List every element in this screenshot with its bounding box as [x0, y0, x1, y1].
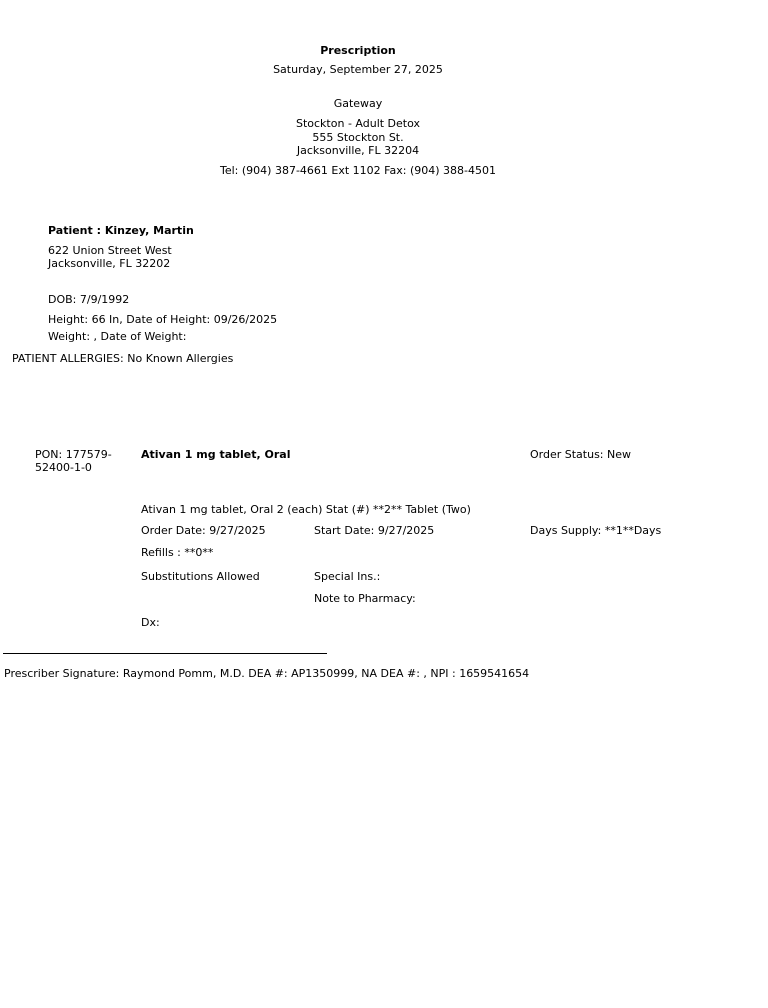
- patient-dob: DOB: 7/9/1992: [48, 293, 130, 306]
- patient-name: Patient : Kinzey, Martin: [48, 224, 194, 237]
- diagnosis: Dx:: [141, 616, 160, 629]
- facility-contact: Tel: (904) 387-4661 Ext 1102 Fax: (904) 388-4501: [220, 164, 496, 177]
- days-supply: Days Supply: **1**Days: [530, 524, 662, 537]
- order-date: Order Date: 9/27/2025: [141, 524, 266, 537]
- drug-name: Ativan 1 mg tablet, Oral: [141, 448, 291, 461]
- special-instructions: Special Ins.:: [314, 570, 381, 583]
- refills: Refills : **0**: [141, 546, 214, 559]
- signature-line: [3, 653, 327, 654]
- prescription-date: Saturday, September 27, 2025: [273, 63, 443, 76]
- order-status: Order Status: New: [530, 448, 632, 461]
- facility-name: Stockton - Adult Detox: [295, 117, 421, 130]
- pon-line1: PON: 177579-: [35, 448, 112, 461]
- patient-weight: Weight: , Date of Weight:: [48, 330, 187, 343]
- facility-address-line1: 555 Stockton St.: [312, 131, 404, 144]
- patient-allergies: PATIENT ALLERGIES: No Known Allergies: [12, 352, 234, 365]
- start-date: Start Date: 9/27/2025: [314, 524, 435, 537]
- patient-height: Height: 66 In, Date of Height: 09/26/2025: [48, 313, 278, 326]
- page-title: Prescription: [320, 44, 396, 57]
- facility-address-line2: Jacksonville, FL 32204: [296, 144, 420, 157]
- pon-line2: 52400-1-0: [35, 461, 92, 474]
- facility-group: Gateway: [333, 97, 383, 110]
- substitutions: Substitutions Allowed: [141, 570, 260, 583]
- prescriber-signature: Prescriber Signature: Raymond Pomm, M.D. DEA #: AP1350999, NA DEA #: , NPI : 1659541654: [4, 667, 530, 680]
- note-to-pharmacy: Note to Pharmacy:: [314, 592, 416, 605]
- order-sig: Ativan 1 mg tablet, Oral 2 (each) Stat (#) **2** Tablet (Two): [141, 503, 471, 516]
- patient-address-line2: Jacksonville, FL 32202: [48, 257, 171, 270]
- patient-address-line1: 622 Union Street West: [48, 244, 172, 257]
